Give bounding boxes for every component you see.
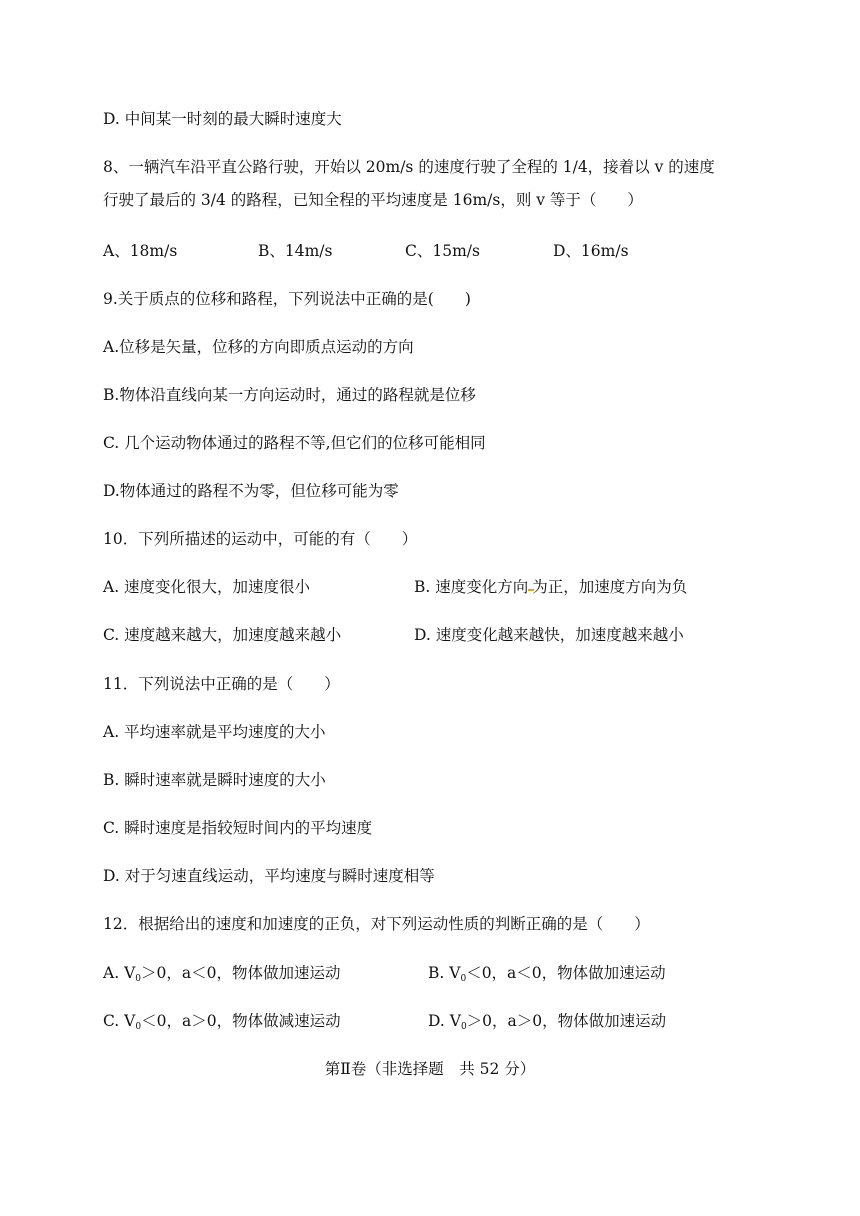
q12-option-a-label: A. xyxy=(103,964,125,982)
q8-option-c: C、15m/s xyxy=(405,242,480,260)
q12-stem: 12．根据给出的速度和加速度的正负，对下列运动性质的判断正确的是（ ） xyxy=(103,915,650,933)
v0-symbol: $V_0$ xyxy=(124,1012,142,1032)
q12-option-c-label: C. xyxy=(103,1012,125,1030)
q8-option-a: A、18m/s xyxy=(103,242,178,260)
q12-option-c xyxy=(103,1010,341,1038)
q12-option-d-text: ＞0，a＞0，物体做加速运动 xyxy=(466,1012,667,1030)
q10-stem: 10．下列所描述的运动中，可能的有（ ） xyxy=(103,530,418,548)
v0-symbol: $V_0$ xyxy=(124,964,141,984)
q11-option-d: D. 对于匀速直线运动，平均速度与瞬时速度相等 xyxy=(103,867,435,885)
q11-option-a: A. 平均速率就是平均速度的大小 xyxy=(103,723,326,741)
q9-stem: 9.关于质点的位移和路程，下列说法中正确的是( ) xyxy=(103,290,471,308)
q10-option-c: C. 速度越来越大，加速度越来越小 xyxy=(103,626,342,644)
q9-option-c: C. 几个运动物体通过的路程不等,但它们的位移可能相同 xyxy=(103,434,486,452)
q9-option-d: D.物体通过的路程不为零，但位移可能为零 xyxy=(103,482,399,500)
q10-option-b-text-2: 为正，加速度方向为负 xyxy=(532,578,688,596)
q10-option-b-text-1: B. 速度变化方向 xyxy=(414,578,529,596)
q10-option-d: D. 速度变化越来越快，加速度越来越小 xyxy=(414,626,684,644)
q8-option-d: D、16m/s xyxy=(553,242,629,260)
q9-option-a: A.位移是矢量，位移的方向即质点运动的方向 xyxy=(103,338,414,356)
q12-option-b-text: ＜0，a＜0，物体做加速运动 xyxy=(466,964,666,982)
q8-option-b: B、14m/s xyxy=(258,242,333,260)
section-title: 第Ⅱ卷（非选择题 共 52 分） xyxy=(324,1060,536,1078)
v0-symbol: $V_0$ xyxy=(449,964,467,984)
q9-option-b: B.物体沿直线向某一方向运动时，通过的路程就是位移 xyxy=(103,386,476,404)
q12-option-b-label: B. xyxy=(428,964,450,982)
q11-stem: 11．下列说法中正确的是（ ） xyxy=(103,675,340,693)
q12-option-d xyxy=(428,1010,666,1038)
q12-option-a xyxy=(103,962,340,990)
q12-option-d-label: D. xyxy=(428,1012,450,1030)
q11-option-c: C. 瞬时速度是指较短时间内的平均速度 xyxy=(103,819,373,837)
q12-option-c-text: ＜0，a＞0，物体做减速运动 xyxy=(141,1012,341,1030)
q10-option-b xyxy=(414,576,687,598)
q8-stem-line1: 8、一辆汽车沿平直公路行驶，开始以 20m/s 的速度行驶了全程的 1/4，接着以 v 的速度 xyxy=(103,158,715,176)
v0-symbol: $V_0$ xyxy=(449,1012,467,1032)
q10-option-a: A. 速度变化很大，加速度很小 xyxy=(103,578,311,596)
q8-stem-line2: 行驶了最后的 3/4 的路程，已知全程的平均速度是 16m/s，则 v 等于（ ） xyxy=(103,191,643,209)
q12-option-b xyxy=(428,962,666,990)
q11-option-b: B. 瞬时速率就是瞬时速度的大小 xyxy=(103,771,326,789)
q7-option-d: D. 中间某一时刻的最大瞬时速度大 xyxy=(103,110,342,128)
q12-option-a-text: ＞0，a＜0，物体做加速运动 xyxy=(141,964,341,982)
